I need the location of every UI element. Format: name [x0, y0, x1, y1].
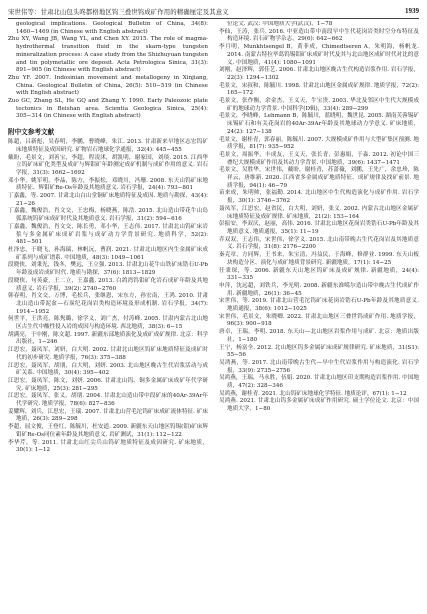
reference-item: 毛景文，张作衡，余金杰，王义天，牛宝贵. 2003. 华北及邻区中生代大规模成矿的地球动力学背景. 中国科学(D辑)，33(4): 289−299 — [219, 98, 419, 112]
reference-item: 吴鸿燕，王瑞，马永胜，伍娟. 2020. 甘肃北山地区印支期构造岩浆作用. 中国地质，47(2): 328−346 — [219, 375, 419, 390]
reference-item: 毛景文，宋叔和，陈毓川. 1998. 甘肃北山地区金属成矿规律. 地质学报，72(2): 165−172 — [219, 82, 419, 97]
reference-item: 戴盼，毛景文，刘善宝，李超，程凌沭，胡凯明，谢家国，刘琰. 2015. 江西华立钨矿床矿化类型及成矿与辉钼矿年龄测定成矿机制与成矿作用的意义. 岩石学报，31(3): 1662−1692 — [8, 154, 208, 176]
reference-item: 何世平，王洪亮，陈隽璐，徐学义，刘广杰，付涛峰. 2005. 甘肃内蒙古北山地区古生代中酸性侵入岩的成因与构造环境. 西北地质，38(3): 6−15 — [8, 316, 208, 331]
reference-item: 毛景文，李晓峰，Lehmann B，陈毓川，蓝晓明，魏世昆. 2005. 湖南芙蓉锡矿床锡矿石和有关花岗岩的40Ar-39Ar年龄及其地球动力学意义. 矿床地质，24(2): 127−138 — [219, 113, 419, 135]
reference-item: 姜耀辉，刘兵，江思宏，王瑞. 2007. 甘肃北山营毛沱钨矿床成矿流体特征. 矿床地质，26(3): 289−298 — [8, 408, 208, 423]
running-title: 宋世伟等：甘肃北山包头咚都格地区钨三叠世钨成矿作用的精确厘定及其意义 — [8, 7, 229, 16]
reference-item: 彭振安，李双庆，赵丽，高伟. 2016. 甘肃北山地区花岗岩类锆石U-Pb年龄及其地质意义. 地质通报，35(1): 11−19 — [219, 221, 419, 235]
reference-item: 杜泽忠，于晓飞，孙海瑞，林帆沅，曹润. 2021. 甘肃北山地区内生金属矿床成矿系列与成矿谱系. 中国地质，48(3): 1049−1061 — [8, 246, 208, 261]
reference-item: 毛景文，吴胜华，宋世伟，戴盼，谢桂青，苏蔷薇，刘鹏，王先广，余忠珍，陈祥云，唐维新. 2020. 江西省多金属成矿地质特征、成矿规律及找矿前景. 地质学报，94(1): 46−79 — [219, 167, 419, 189]
reference-item: 江思宏，聂凤军，刘妍，白大明. 2002. 甘肃北山地区钨矿床地质特征及成矿时代的初步研究. 地质学报，76(3): 375−388 — [8, 347, 208, 361]
reference-item: 唐卓，王瑞，李明. 2018. 东天山—北山地区岩浆作用与成矿. 北京：地质出版社，1−180 — [219, 329, 419, 343]
right-column — [219, 21, 419, 611]
reference-item: 陈超，吕新彪，吴春明，李鹏，曹晓峰，朱江. 2013. 甘肃新来早地区志宏钨矿床地质特征及成因研究. 矿物岩石地球化学通报，32(4): 445−455 — [8, 139, 208, 153]
reference-item: Zuo GC, Zhang SL, He GQ and Zhang Y. 1990. Early Paleozoic plate tectonics in Beishan area. Scientia Geologica Sinica, 25(4): 305−314 (in Chinese with English abstract) — [8, 98, 208, 120]
reference-item: 毛景文，周振华，丰成友，王义天，张长青，彭惠娟，于淼. 2012. 初论中国三叠纪大规模成矿作用及其动力学背景. 中国地质，39(6): 1437−1471 — [219, 151, 419, 166]
reference-item: 申萍，沈远超，刘铁兵，李光明. 2008. 新疆东准噶尔造山带中晚古生代成矿作用. 新疆地质，26(1): 36−45 — [219, 282, 419, 297]
section-title-chinese-references: 附中文参考文献 — [8, 128, 55, 137]
reference-item: 位论文. 武汉: 中国地质大学(武汉)，1−78 — [227, 21, 333, 27]
reference-item: 李华芹，等. 2011. 甘肃北山红尖兵山钨矿地质特征及成因研究. 矿床地质，30(1): 1−12 — [8, 439, 208, 454]
reference-item: 邓小华，姚军明，李晶，陈方，李振松，邓晓川，冯珊. 2008. 东天山钨矿床地质特征、辉钼矿Re-Os年龄及其地质意义. 岩石学报，24(4): 793−801 — [8, 177, 208, 192]
left-column — [8, 21, 208, 611]
reference-item: 段晓侠，句英豪，王二立，王嘉鑫. 2013. 白鸽湾钨钼矿化岩石成矿年龄及其地质意义. 岩石学报，39(2): 2740−2760 — [8, 277, 208, 292]
reference-item: 乔双双，王志伟，宋世伟，徐学义. 2015. 北山南带晚古生代花岗岩及其地质意义. 岩石学报，31(8): 2176−2200 — [219, 236, 419, 251]
reference-item: 李超，屈文俊，王登红，陈毓川，杜安道. 2009. 新疆东天山地区钨锡(钼)矿床辉钼矿Re-Os同位素年龄及其地质意义. 岩矿测试，31(1): 112−122 — [8, 424, 208, 438]
reference-item: 吴鸿燕，等. 2017. 北山南带晚古生代—早中生代岩浆作用与构造演化. 岩石学报，33(9): 2735−2756 — [219, 359, 419, 374]
reference-item: 韩春明，肖文交，万博，毛松兵，张继恩，宋东方，孙宏南，王鸿. 2010. 甘肃北山造山带泥盆—石炭纪花岗岩类构造环境及形成机制. 岩石学报，34(7): 1914−1952 — [8, 293, 208, 315]
reference-item: 段晓侠，刘秉光，钱冬，樊远，王立强. 2013. 甘肃北山花牛山铁矿床锆石U-Pb年龄及成岩成矿时代. 地质与勘探，37(6): 1813−1829 — [8, 262, 208, 277]
reference-item: 宋世伟，毛景文，朱晓卿. 2022. 甘肃北山地区三叠世钨成矿作用. 地质学报，96(3): 900−918 — [219, 313, 419, 328]
reference-item: 王宁，杨富全. 2012. 北山地区钨多金属矿床成矿规律研究. 矿床地质，31(S1): 55−56 — [219, 344, 419, 359]
reference-item: geological implications. Geological Bulletin of China, 34(8): 1460−1469 (in Chinese with English abstract) — [16, 21, 208, 35]
reference-item: 苗来成，朱明帅，张福勤. 2014. 北山地区中生代构造演化与成矿作用. 岩石学报，30(1): 3746−3762 — [219, 190, 419, 205]
reference-item: 刘刚，赵泽辉，郭佳艺. 2006. 甘肃北山地区晚古生代构造岩浆作用. 岩石学报，22(3): 1294−1302 — [219, 67, 419, 81]
reference-item: 任秉琛，等. 2006. 新疆东天山地区钨矿床及成矿规律. 新疆地质，24(4): 331−335 — [219, 267, 419, 282]
reference-item: 丁嘉鑫，等. 2007. 甘肃北山白山堂铜矿床地质特征及成因. 地质与勘探，43(4): 21−26 — [8, 193, 208, 207]
reference-item: 聂凤军，江思宏，赵省民，白大明，刘妍，张义. 2002. 内蒙古北山地区金属矿床地质特征及成矿规律. 矿床地质，21(2): 153−164 — [219, 205, 419, 220]
reference-item: 秦克章，方同辉，王书来，朱宝清，冯益民，于海峰，修群业. 1999. 东天山板块构造分区、演化与成矿地质背景研究. 新疆地质，17(1): 14−25 — [219, 252, 419, 266]
running-header — [8, 4, 419, 19]
reference-item: 毛景文，谢桂青，郭春丽，陈毓川. 2007. 大规模成矿作用与大型矿集区预测. 地质学报，81(7): 935−952 — [219, 136, 419, 151]
reference-item: 江思宏，聂凤军，陈文，刘妍. 2006. 甘肃北山钨、铜多金属矿床成矿年代学研究. 矿床地质，25(3): 281−295 — [8, 377, 208, 392]
page-number: 1939 — [405, 7, 419, 15]
reference-item: 李仙，王涛，张兵. 2016. 中亚造山带中南段早中生代花岗岩类时空分布特征及构造环境. 岩石矿物学杂志，29(6): 642−662 — [219, 28, 419, 43]
reference-item: Zhu XY, Wang JB, Wang YL, and Chen XY. 2015. The role of magma-hydrothermal transition fluid in the skarn-type tungsten mineralization process: A case study from the Shizhuyuan tungsten and tin polymetallic ore deposit. Acta Petrologica Sinica, 31(3): 891−905 (in Chinese with English abstract) — [8, 36, 208, 74]
reference-item: Zhu YF. 2007. Indosinian movement and metallogeny in Xinjiang, China. Geological Bulletin of China, 26(5): 510−519 (in Chinese with English abstract) — [8, 74, 208, 97]
reference-item: 江思宏，聂凤军，胡朋，白大明，刘妍. 2003. 北山地区晚古生代岩浆活动与成矿关系. 中国地质，30(4): 395−402 — [8, 362, 208, 377]
reference-item: 胡满亮，于中刚，陈文超. 1997. 新疆东部地质演化及成矿成矿规律. 北京：科学出版社，1−246 — [8, 331, 208, 346]
reference-item: 丁嘉鑫，魏俊浩，肖文交，陈长勇，邓小华，王志伟. 2017. 甘肃北山钨矿床岩浆与多金属矿床成矿岩浆与成矿动力学背景研究. 地质科学，52(2): 481−501 — [8, 223, 208, 246]
reference-item: 江思宏，聂凤军，张义，胡朋. 2004. 甘肃北山造山带中段矿床的40Ar-39Ar年代学研究. 地质学报，78(6): 827−836 — [8, 393, 208, 408]
reference-item: 李月明，Munkhtsengel B，黄菲成，Chimedtseren A，朱明海，杨帆龙. 2014. 南蒙古特拉毕葛钨锡钼矿床成矿时代及其与北山地区成矿时代对比的意义. 中国地质，41(4): 1080−1091 — [219, 44, 419, 66]
reference-item: 吴鸿燕. 2021. 甘肃北山钨多金属矿床成矿作用研究. 硕士学位论文. 北京：中国地质大学，1−80 — [219, 398, 419, 413]
reference-item: 宋世伟，等. 2019. 甘肃北山营毛沱钨矿床花岗岩锆石U-Pb年龄及其地质意义. 地质通报，38(6): 1012−1025 — [219, 298, 419, 313]
reference-item: 吴鸿燕，谢桂青. 2021. 北山钨矿床地球化学特征. 地质论评，67(1): 1−12 — [219, 390, 407, 397]
reference-item: 丁嘉鑫，魏俊浩，肖文交，王忠梅，杨晓燕，陈浩. 2015. 北山造山带花牛山岛弧系统钨矿床成矿时代及其地质意义. 岩石学报，31(2): 594−616 — [8, 208, 208, 223]
